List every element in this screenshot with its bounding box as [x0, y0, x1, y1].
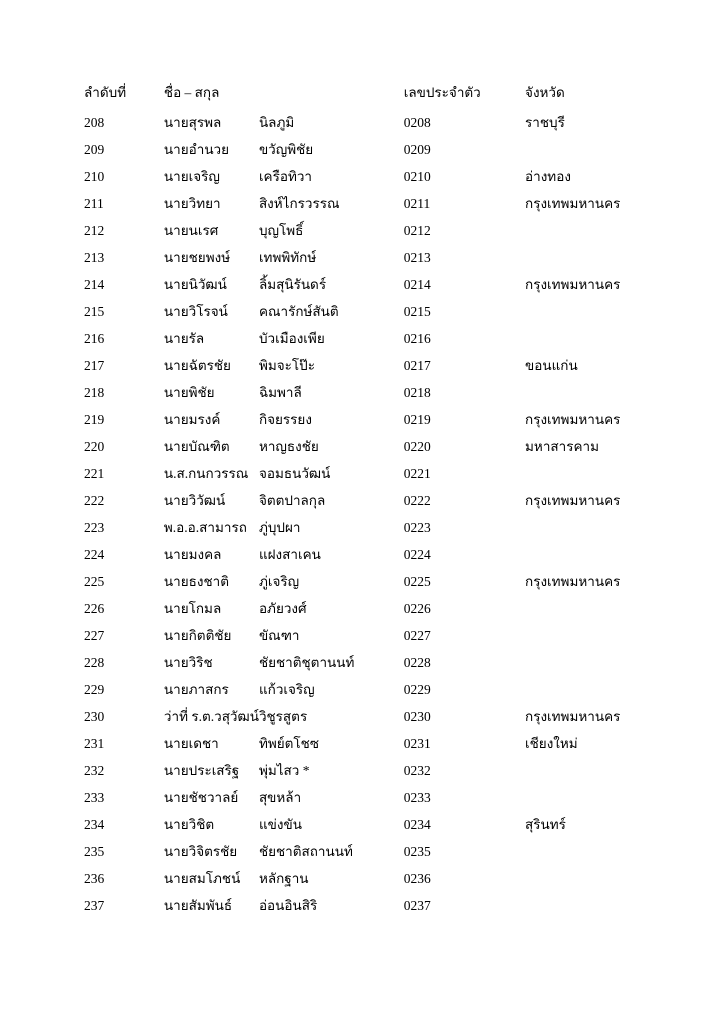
- row-number: 230: [84, 709, 105, 724]
- row-surname: จอมธนวัฒน์: [258, 466, 331, 481]
- row-title-name: นายพิชัย: [163, 385, 215, 400]
- table-body: [84, 116, 644, 926]
- table-row: [84, 845, 644, 872]
- row-province: [525, 845, 644, 872]
- column-header-no: ลำดับที่: [84, 85, 127, 100]
- row-title-name: นายบัณฑิต: [163, 439, 230, 454]
- table-row: [84, 818, 644, 845]
- row-surname: ฉิมพาลี: [258, 385, 302, 400]
- row-id-number: 0210: [403, 169, 431, 184]
- row-surname: ภู่เจริญ: [258, 574, 300, 589]
- row-province: ราชบุรี: [525, 115, 565, 130]
- row-title-name: นายวิโรจน์: [163, 304, 228, 319]
- row-surname: บัวเมืองเพีย: [258, 331, 325, 346]
- row-id-number: 0229: [403, 682, 431, 697]
- row-surname: ชัยชาติชุตานนท์: [258, 655, 355, 670]
- row-title-name: นายโกมล: [163, 601, 222, 616]
- row-surname: ภู่บุปผา: [258, 520, 301, 535]
- row-number: 224: [84, 547, 105, 562]
- table-row: [84, 386, 644, 413]
- row-province: กรุงเทพมหานคร: [525, 709, 621, 724]
- row-id-number: 0214: [403, 277, 431, 292]
- table-row: [84, 602, 644, 629]
- row-province: กรุงเทพมหานคร: [525, 196, 621, 211]
- row-province: กรุงเทพมหานคร: [525, 493, 621, 508]
- table-row: [84, 116, 644, 143]
- row-id-number: 0213: [403, 250, 431, 265]
- row-number: 210: [84, 169, 105, 184]
- row-number: 213: [84, 250, 105, 265]
- row-title-name: นายสมโภชน์: [163, 871, 241, 886]
- row-surname: ขัณฑา: [258, 628, 300, 643]
- row-surname: พิมจะโป๊ะ: [258, 358, 315, 373]
- row-surname: แฝงสาเคน: [258, 547, 321, 562]
- table-row: [84, 143, 644, 170]
- row-id-number: 0225: [403, 574, 431, 589]
- row-province: เชียงใหม่: [525, 736, 578, 751]
- row-surname: ชัยชาติสถานนท์: [258, 844, 353, 859]
- row-province: [525, 224, 644, 251]
- row-id-number: 0234: [403, 817, 431, 832]
- row-id-number: 0230: [403, 709, 431, 724]
- row-title-name: นายนิวัฒน์: [163, 277, 227, 292]
- row-province: [525, 548, 644, 575]
- row-id-number: 0211: [403, 196, 431, 211]
- table-row: [84, 656, 644, 683]
- row-province: อ่างทอง: [525, 169, 571, 184]
- row-surname: วิชูรสูตร: [258, 709, 308, 724]
- row-number: 227: [84, 628, 105, 643]
- row-id-number: 0215: [403, 304, 431, 319]
- row-id-number: 0218: [403, 385, 431, 400]
- row-province: [525, 629, 644, 656]
- row-id-number: 0224: [403, 547, 431, 562]
- row-id-number: 0216: [403, 331, 431, 346]
- row-province: [525, 602, 644, 629]
- row-number: 221: [84, 466, 105, 481]
- table-row: [84, 170, 644, 197]
- row-title-name: นายนเรศ: [163, 223, 219, 238]
- row-surname: หาญธงชัย: [258, 439, 319, 454]
- row-surname: แข่งขัน: [258, 817, 302, 832]
- column-header-province: จังหวัด: [525, 85, 565, 100]
- row-title-name: นายรัล: [163, 331, 205, 346]
- row-number: 236: [84, 871, 105, 886]
- row-id-number: 0219: [403, 412, 431, 427]
- table-row: [84, 224, 644, 251]
- row-number: 215: [84, 304, 105, 319]
- table-row: [84, 197, 644, 224]
- row-title-name: นายวิทยา: [163, 196, 221, 211]
- row-id-number: 0227: [403, 628, 431, 643]
- row-surname: นิลภูมิ: [258, 115, 295, 130]
- row-title-name: นายวิวัฒน์: [163, 493, 226, 508]
- table-row: [84, 791, 644, 818]
- table-row: [84, 467, 644, 494]
- row-number: 218: [84, 385, 105, 400]
- row-id-number: 0208: [403, 115, 431, 130]
- row-number: 225: [84, 574, 105, 589]
- row-title-name: ว่าที่ ร.ต.วสุวัฒน์: [163, 709, 259, 724]
- row-id-number: 0212: [403, 223, 431, 238]
- column-header-id: เลขประจำตัว: [403, 85, 481, 100]
- row-surname: อภัยวงศ์: [258, 601, 307, 616]
- row-title-name: นายธงชาติ: [163, 574, 229, 589]
- row-province: [525, 656, 644, 683]
- row-id-number: 0237: [403, 898, 431, 913]
- table-row: [84, 440, 644, 467]
- row-surname: อ่อนอินสิริ: [258, 898, 318, 913]
- row-title-name: นายวิชิต: [163, 817, 215, 832]
- row-id-number: 0222: [403, 493, 431, 508]
- row-surname: ขวัญพิชัย: [258, 142, 314, 157]
- row-title-name: พ.อ.อ.สามารถ: [163, 520, 247, 535]
- row-surname: จิตตปาลกุล: [258, 493, 326, 508]
- row-number: 212: [84, 223, 105, 238]
- row-title-name: นายฉัตรชัย: [163, 358, 231, 373]
- row-title-name: นายเดชา: [163, 736, 219, 751]
- row-number: 237: [84, 898, 105, 913]
- row-province: [525, 791, 644, 818]
- row-id-number: 0231: [403, 736, 431, 751]
- row-surname: ทิพย์ตโชซ: [258, 736, 319, 751]
- row-province: [525, 467, 644, 494]
- row-surname: สิงห์ไกรวรรณ: [258, 196, 340, 211]
- table-row: [84, 278, 644, 305]
- row-surname: กิจยรรยง: [258, 412, 312, 427]
- row-province: [525, 872, 644, 899]
- row-number: 234: [84, 817, 105, 832]
- row-title-name: นายภาสกร: [163, 682, 229, 697]
- row-number: 231: [84, 736, 105, 751]
- row-number: 217: [84, 358, 105, 373]
- registry-table: [84, 86, 644, 926]
- row-number: 229: [84, 682, 105, 697]
- row-province: กรุงเทพมหานคร: [525, 412, 621, 427]
- row-number: 222: [84, 493, 105, 508]
- row-surname: แก้วเจริญ: [258, 682, 315, 697]
- row-surname: บุญโพธิ์: [258, 223, 304, 238]
- table-row: [84, 899, 644, 926]
- row-surname: คณารักษ์สันติ: [258, 304, 339, 319]
- table-row: [84, 710, 644, 737]
- table-row: [84, 413, 644, 440]
- row-id-number: 0235: [403, 844, 431, 859]
- row-number: 233: [84, 790, 105, 805]
- row-number: 220: [84, 439, 105, 454]
- row-title-name: นายชยพงษ์: [163, 250, 231, 265]
- row-surname: พุ่มไสว *: [258, 763, 310, 778]
- row-province: [525, 521, 644, 548]
- row-id-number: 0221: [403, 466, 431, 481]
- column-header-name: ชื่อ – สกุล: [163, 85, 220, 100]
- row-province: [525, 251, 644, 278]
- row-title-name: นายสัมพันธ์: [163, 898, 233, 913]
- header-row: [84, 86, 644, 116]
- row-province: มหาสารคาม: [525, 439, 599, 454]
- row-surname: เทพพิทักษ์: [258, 250, 317, 265]
- row-number: 235: [84, 844, 105, 859]
- row-title-name: นายชัชวาลย์: [163, 790, 239, 805]
- row-title-name: น.ส.กนกวรรณ: [163, 466, 249, 481]
- row-title-name: นายเจริญ: [163, 169, 220, 184]
- row-surname: สุขหล้า: [258, 790, 302, 805]
- table-row: [84, 359, 644, 386]
- table-row: [84, 521, 644, 548]
- row-province: กรุงเทพมหานคร: [525, 277, 621, 292]
- row-province: [525, 143, 644, 170]
- row-id-number: 0223: [403, 520, 431, 535]
- table-row: [84, 737, 644, 764]
- row-title-name: นายประเสริฐ: [163, 763, 240, 778]
- row-province: กรุงเทพมหานคร: [525, 574, 621, 589]
- row-number: 214: [84, 277, 105, 292]
- row-number: 208: [84, 115, 105, 130]
- row-province: [525, 386, 644, 413]
- row-title-name: นายสุรพล: [163, 115, 222, 130]
- row-surname: หลักฐาน: [258, 871, 309, 886]
- table-row: [84, 872, 644, 899]
- row-id-number: 0220: [403, 439, 431, 454]
- row-province: [525, 683, 644, 710]
- row-title-name: นายวิริช: [163, 655, 213, 670]
- row-title-name: นายมรงค์: [163, 412, 221, 427]
- table-row: [84, 764, 644, 791]
- row-number: 232: [84, 763, 105, 778]
- table-row: [84, 305, 644, 332]
- row-number: 211: [84, 196, 104, 211]
- row-title-name: นายอำนวย: [163, 142, 230, 157]
- row-province: สุรินทร์: [525, 817, 566, 832]
- row-surname: ลิ้มสุนิรันดร์: [258, 277, 327, 292]
- table-row: [84, 251, 644, 278]
- row-number: 223: [84, 520, 105, 535]
- row-id-number: 0228: [403, 655, 431, 670]
- table-row: [84, 575, 644, 602]
- table-header: [84, 86, 644, 116]
- row-province: [525, 332, 644, 359]
- row-id-number: 0233: [403, 790, 431, 805]
- row-surname: เครือทิวา: [258, 169, 313, 184]
- table-row: [84, 683, 644, 710]
- row-province: [525, 305, 644, 332]
- row-id-number: 0232: [403, 763, 431, 778]
- row-number: 219: [84, 412, 105, 427]
- row-province: ขอนแก่น: [525, 358, 578, 373]
- row-number: 228: [84, 655, 105, 670]
- row-province: [525, 764, 644, 791]
- row-id-number: 0209: [403, 142, 431, 157]
- table-row: [84, 494, 644, 521]
- table-row: [84, 548, 644, 575]
- row-id-number: 0217: [403, 358, 431, 373]
- table-row: [84, 629, 644, 656]
- row-number: 216: [84, 331, 105, 346]
- table-row: [84, 332, 644, 359]
- row-id-number: 0236: [403, 871, 431, 886]
- row-number: 226: [84, 601, 105, 616]
- row-title-name: นายมงคล: [163, 547, 222, 562]
- row-number: 209: [84, 142, 105, 157]
- row-id-number: 0226: [403, 601, 431, 616]
- row-province: [525, 899, 644, 926]
- row-title-name: นายกิตติชัย: [163, 628, 232, 643]
- row-title-name: นายวิจิตรชัย: [163, 844, 238, 859]
